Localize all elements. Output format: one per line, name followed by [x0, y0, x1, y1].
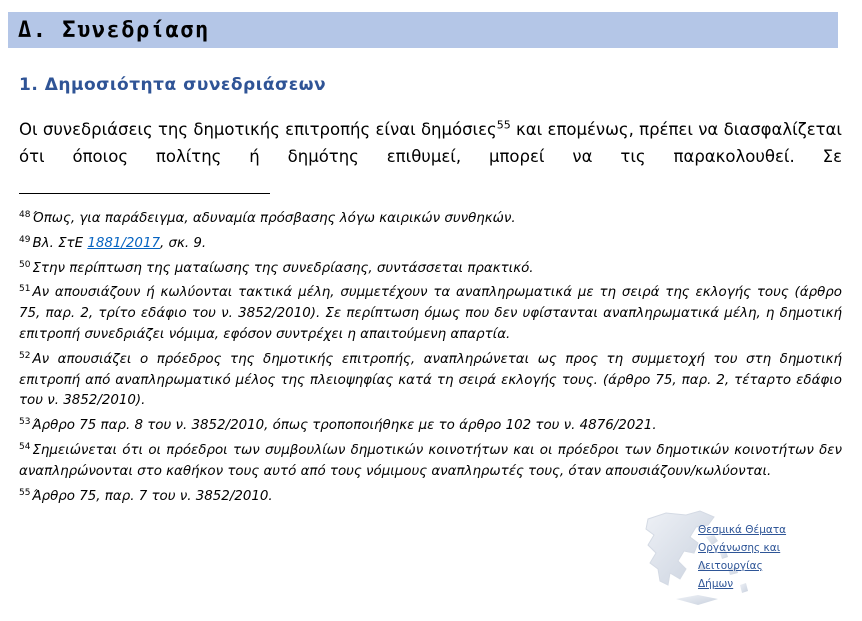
body-paragraph — [19, 116, 842, 170]
logo-caption — [698, 521, 786, 593]
footnote-text: Άρθρο 75, παρ. 7 του ν. 3852/2010. — [32, 488, 273, 504]
footnote-number: 54 — [19, 441, 31, 452]
case-law-link[interactable]: 1881/2017 — [87, 235, 160, 251]
logo-line: Δήμων — [698, 578, 734, 590]
footnote-number: 48 — [19, 210, 31, 220]
footnote-number: 50 — [19, 259, 31, 270]
footnotes-list — [19, 205, 842, 507]
footnote-number: 51 — [19, 284, 31, 295]
logo-line: Οργάνωσης και — [698, 542, 781, 554]
footnote-53 — [19, 412, 842, 437]
footnote-51 — [19, 279, 842, 345]
footnote-text: Βλ. ΣτΕ — [32, 235, 88, 251]
footnote-text: Όπως, για παράδειγμα, αδυναμία πρόσβασης λόγω καιρικών συνθηκών. — [32, 211, 516, 226]
footnote-50 — [19, 255, 842, 280]
footnote-text: Σημειώνεται ότι οι πρόεδροι των συμβουλίων δημοτικών κοινοτήτων και οι πρόεδροι των δημοτικών κοινοτήτων δεν αναπληρώνονται στο καθήκον τους αυτό από τους νόμιμους αναπληρωτές τους, όταν απουσιάζουν/κωλύονται. — [19, 442, 842, 479]
footnote-49 — [19, 230, 842, 255]
footnote-number: 53 — [19, 417, 31, 428]
footnote-number: 55 — [19, 487, 31, 498]
footnote-55 — [19, 483, 842, 508]
footnote-text: Αν απουσιάζει ο πρόεδρος της δημοτικής επιτροπής, αναπληρώνεται ως προς τη συμμετοχή του στη δημοτική επιτροπή από αναπληρωματικό μέλος της πλειοψηφίας κατά τη σειρά εκλογής τους. (άρθρο 75, παρ. 2, τέταρτο εδάφιο του ν. 3852/2010). — [19, 351, 842, 409]
footnote-text: Αν απουσιάζουν ή κωλύονται τακτικά μέλη, συμμετέχουν τα αναπληρωματικά με τη σειρά της εκλογής τους (άρθρο 75, παρ. 2, τρίτο εδάφιο του ν. 3852/2010). Σε περίπτωση όμως που δεν υφίστανται αναπληρωματικά μέλη, η δημοτική επιτροπή συνεδριάζει νόμιμα, εφόσον συντρέχει η απαιτούμενη απαρτία. — [19, 285, 842, 342]
footnote-reference-55[interactable]: 55 — [496, 118, 511, 132]
footnote-54 — [19, 437, 842, 483]
footnote-text: Άρθρο 75 παρ. 8 του ν. 3852/2010, όπως τροποποιήθηκε με το άρθρο 102 του ν. 4876/2021. — [32, 418, 657, 434]
subsection-title: 1. Δημοσιότητα συνεδριάσεων — [19, 75, 327, 95]
body-text-before: Οι συνεδριάσεις της δημοτικής επιτροπής είναι δημόσιες — [19, 120, 497, 139]
footnote-text: Στην περίπτωση της ματαίωσης της συνεδρίασης, συντάσσεται πρακτικό. — [32, 260, 534, 276]
footnote-separator — [19, 193, 270, 194]
footnote-number: 52 — [19, 350, 31, 361]
logo-line: Λειτουργίας — [698, 560, 763, 572]
footnote-number: 49 — [19, 234, 31, 245]
footnote-52 — [19, 346, 842, 412]
body-text-after: και επομένως, πρέπει να διασφαλίζεται ότι όποιος πολίτης ή δημότης επιθυμεί, μπορεί να τις παρακολουθεί. Σε — [19, 120, 843, 166]
footnote-48 — [19, 205, 842, 230]
section-title: Δ. Συνεδρίαση — [18, 18, 210, 43]
logo-line: Θεσμικά Θέματα — [698, 524, 787, 536]
footnote-text: , σκ. 9. — [160, 235, 207, 251]
